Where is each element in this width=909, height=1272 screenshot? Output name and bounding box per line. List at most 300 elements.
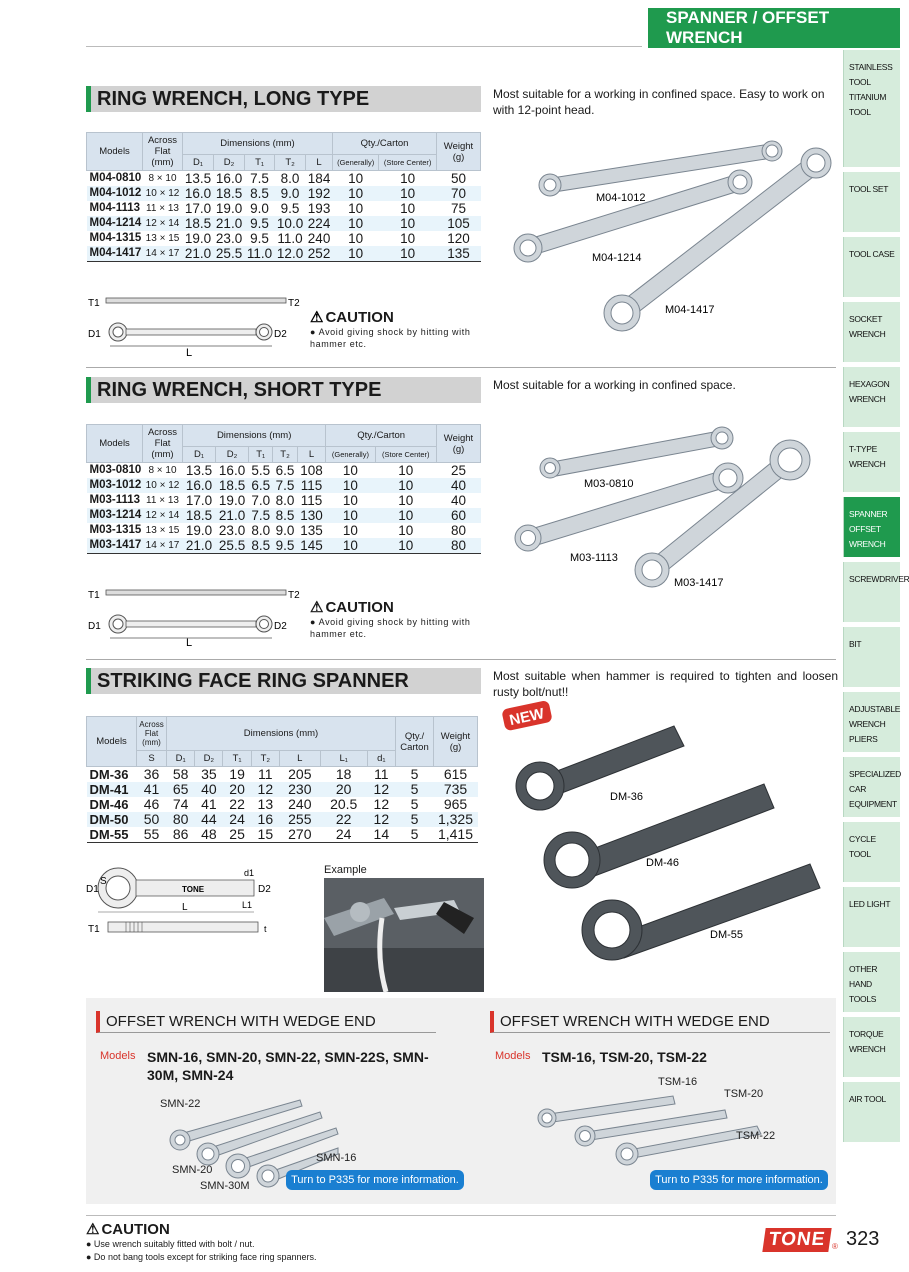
table-cell: 23.0 bbox=[218, 523, 246, 538]
table-cell: 17.0 bbox=[185, 493, 213, 508]
offset-left-label-2: SMN-16 bbox=[316, 1152, 357, 1164]
table-cell: 11 bbox=[258, 766, 273, 782]
table-cell: 75 bbox=[450, 201, 467, 216]
footer-caution-line-2: ● Do not bang tools except for striking face ring spanners. bbox=[86, 1252, 317, 1262]
sidebar-tab-spanner[interactable]: SPANNER OFFSET WRENCH bbox=[843, 497, 900, 557]
table-cell: 40 bbox=[437, 478, 481, 493]
table-cell: 120 bbox=[447, 231, 470, 246]
image-label-3: M04-1417 bbox=[665, 304, 715, 316]
new-badge: NEW bbox=[507, 705, 546, 730]
category-sidebar bbox=[843, 50, 909, 1147]
table-cell: 22 bbox=[229, 796, 245, 812]
table-row bbox=[87, 246, 481, 262]
table-cell: 19.0 bbox=[215, 201, 243, 216]
table-cell: 130 bbox=[297, 508, 326, 523]
section-banner: SPANNER / OFFSET WRENCH bbox=[648, 8, 900, 48]
divider-2 bbox=[86, 659, 836, 660]
table-cell: 10 bbox=[333, 216, 379, 231]
table-cell: 10 bbox=[398, 493, 414, 508]
model-cell: DM-46 bbox=[89, 797, 129, 812]
table-cell: 40 bbox=[450, 493, 467, 508]
page-number: 323 bbox=[846, 1228, 880, 1250]
caution-title: CAUTION bbox=[325, 598, 394, 616]
table-cell: 10 bbox=[342, 523, 358, 538]
caution-title: CAUTION bbox=[325, 308, 394, 326]
model-cell: DM-41 bbox=[87, 782, 137, 797]
table-cell: 13 bbox=[257, 796, 274, 812]
col-d2: D₂ bbox=[195, 751, 223, 767]
table-cell: 41 bbox=[137, 782, 167, 797]
table-row bbox=[87, 508, 481, 523]
spec-table-striking bbox=[86, 716, 478, 843]
image-label-3: DM-55 bbox=[710, 929, 744, 941]
table-cell: 12 bbox=[367, 812, 395, 827]
col-t2: T₂ bbox=[251, 751, 279, 767]
table-cell: 9.5 bbox=[273, 538, 297, 554]
dim-label-l: L bbox=[186, 347, 193, 359]
dim-label-t1: T1 bbox=[88, 298, 100, 309]
table-cell: 7.5 bbox=[273, 478, 297, 493]
table-cell: 735 bbox=[434, 782, 478, 797]
model-cell: DM-50 bbox=[87, 812, 137, 827]
warning-icon: ⚠ bbox=[310, 599, 324, 616]
table-cell: 15 bbox=[251, 827, 279, 843]
table-cell: 10 bbox=[400, 201, 416, 216]
dim-label-t1: T1 bbox=[88, 590, 100, 601]
table-cell: 65 bbox=[167, 782, 195, 797]
table-cell: 20 bbox=[320, 782, 367, 797]
table-row bbox=[87, 171, 481, 187]
dimension-diagram-long bbox=[86, 292, 301, 359]
table-cell: 11 × 13 bbox=[146, 203, 179, 214]
table-row bbox=[87, 827, 478, 843]
table-row bbox=[87, 463, 481, 479]
table-row bbox=[87, 216, 481, 231]
table-cell: 13 × 15 bbox=[145, 525, 180, 536]
table-cell: 11 × 13 bbox=[146, 495, 179, 506]
offset-right-label-2: TSM-20 bbox=[724, 1088, 764, 1100]
dimension-diagram-short bbox=[86, 584, 301, 648]
table-cell: 35 bbox=[201, 766, 217, 782]
table-cell: 8.5 bbox=[245, 186, 275, 201]
table-cell: 10 × 12 bbox=[143, 186, 183, 201]
table-cell: 135 bbox=[437, 246, 481, 262]
table-cell: 9.5 bbox=[245, 216, 275, 231]
left-more-info-button[interactable]: Turn to P335 for more information. bbox=[286, 1170, 464, 1190]
table-cell: 19.0 bbox=[184, 231, 212, 246]
registered-mark: ® bbox=[832, 1242, 838, 1251]
offset-right-block bbox=[490, 1011, 830, 1033]
table-cell: 1,325 bbox=[434, 812, 478, 827]
caution-text: ● Avoid giving shock by hitting with hammer etc. bbox=[310, 617, 471, 639]
offset-left-models-label: Models bbox=[100, 1050, 136, 1062]
model-cell: M04-1113 bbox=[89, 202, 141, 214]
table-cell: 21.0 bbox=[183, 246, 214, 262]
col-dimensions: Dimensions (mm) bbox=[183, 425, 326, 447]
table-cell: 10 bbox=[342, 493, 358, 508]
col-qty: Qty./Carton bbox=[326, 425, 437, 447]
top-divider bbox=[86, 46, 642, 47]
section-title-striking: STRIKING FACE RING SPANNER bbox=[86, 668, 481, 694]
table-row bbox=[87, 478, 481, 493]
table-cell: 240 bbox=[307, 231, 331, 246]
table-cell: 48 bbox=[195, 827, 223, 843]
footer-caution-line-1: ● Use wrench suitably fitted with bolt / nut. bbox=[86, 1239, 255, 1249]
table-cell: 10 bbox=[375, 508, 436, 523]
col-generally: (Generally) bbox=[333, 155, 379, 171]
col-l: L bbox=[279, 751, 320, 767]
table-cell: 60 bbox=[437, 508, 481, 523]
table-cell: 8.0 bbox=[251, 523, 271, 538]
table-cell: 25 bbox=[223, 827, 251, 843]
example-label: Example bbox=[324, 864, 367, 876]
col-models: Models bbox=[87, 717, 137, 767]
table-cell: 24 bbox=[223, 812, 251, 827]
table-cell: 240 bbox=[288, 796, 312, 812]
model-cell: M03-1417 bbox=[87, 538, 143, 554]
col-models: Models bbox=[87, 425, 143, 463]
table-cell: 18.5 bbox=[216, 478, 249, 493]
table-cell: 10 bbox=[342, 463, 358, 478]
col-l1: L₁ bbox=[320, 751, 367, 767]
product-image-striking bbox=[494, 700, 834, 960]
table-cell: 25.5 bbox=[214, 246, 245, 262]
table-cell: 10 bbox=[333, 186, 379, 201]
footer-caution bbox=[86, 1220, 317, 1264]
table-cell: 135 bbox=[300, 523, 323, 538]
table-cell: 615 bbox=[443, 766, 468, 782]
footer-caution-title: CAUTION bbox=[101, 1220, 170, 1238]
col-small-d1: d₁ bbox=[367, 751, 395, 767]
caution-text: ● Avoid giving shock by hitting with hammer etc. bbox=[310, 327, 471, 349]
table-row bbox=[87, 782, 478, 797]
table-cell: 9.0 bbox=[275, 186, 306, 201]
col-l: L bbox=[306, 155, 333, 171]
table-row bbox=[87, 186, 481, 201]
model-cell: M04-1012 bbox=[87, 186, 143, 201]
warning-icon: ⚠ bbox=[310, 309, 324, 326]
table-cell: 21.0 bbox=[214, 216, 245, 231]
image-label-1: M03-0810 bbox=[584, 478, 634, 490]
table-cell: 5 bbox=[410, 796, 419, 812]
table-cell: 224 bbox=[306, 216, 333, 231]
table-cell: 10 bbox=[400, 231, 416, 246]
table-cell: 80 bbox=[167, 812, 195, 827]
sidebar-tab-hexagon[interactable]: HEXAGON WRENCH bbox=[843, 367, 900, 427]
table-cell: 5 bbox=[396, 812, 434, 827]
table-cell: 184 bbox=[307, 171, 331, 186]
table-cell: 10 bbox=[348, 231, 364, 246]
table-cell: 55 bbox=[137, 827, 167, 843]
col-weight: Weight (g) bbox=[434, 717, 478, 767]
table-cell: 12.0 bbox=[275, 246, 306, 262]
table-cell: 24 bbox=[320, 827, 367, 843]
table-row bbox=[87, 797, 478, 812]
table-cell: 8.0 bbox=[280, 171, 300, 186]
table-cell: 12 bbox=[367, 782, 395, 797]
col-t2: T₂ bbox=[273, 447, 297, 463]
table-cell: 8.0 bbox=[275, 493, 295, 508]
table-cell: 12 × 14 bbox=[143, 216, 183, 231]
offset-right-models-label: Models bbox=[495, 1050, 531, 1062]
table-cell: 6.5 bbox=[249, 478, 273, 493]
table-row bbox=[87, 767, 478, 783]
table-cell: 25 bbox=[450, 463, 467, 478]
col-weight: Weight (g) bbox=[437, 425, 481, 463]
table-cell: 7.5 bbox=[249, 508, 273, 523]
dim-label-t: t bbox=[264, 924, 267, 934]
table-cell: 44 bbox=[195, 812, 223, 827]
col-across-flat: Across Flat (mm) bbox=[143, 425, 183, 463]
table-cell: 105 bbox=[437, 216, 481, 231]
table-cell: 8.5 bbox=[273, 508, 297, 523]
table-cell: 21.0 bbox=[183, 538, 216, 554]
table-cell: 13.5 bbox=[185, 463, 213, 478]
dim-label-l1: L1 bbox=[242, 900, 253, 910]
table-cell: 17.0 bbox=[184, 201, 212, 216]
col-across-flat: Across Flat (mm) bbox=[143, 133, 183, 171]
section-title-long-type: RING WRENCH, LONG TYPE bbox=[86, 86, 481, 112]
image-label-2: DM-46 bbox=[646, 857, 680, 869]
table-cell: 10 bbox=[326, 508, 375, 523]
model-cell: M04-0810 bbox=[89, 172, 142, 184]
model-cell: M04-1214 bbox=[87, 216, 143, 231]
table-cell: 205 bbox=[288, 766, 312, 782]
table-cell: 9.5 bbox=[250, 231, 269, 246]
table-cell: 18.5 bbox=[183, 216, 214, 231]
col-t1: T₁ bbox=[223, 751, 251, 767]
spec-table-long-type bbox=[86, 132, 481, 262]
col-weight: Weight (g) bbox=[437, 133, 481, 171]
dim-label-t2: T2 bbox=[288, 298, 300, 309]
col-dimensions: Dimensions (mm) bbox=[167, 717, 396, 751]
col-across-flat: Across Flat (mm) bbox=[137, 717, 167, 751]
table-row bbox=[87, 201, 481, 216]
sidebar-tab-screwdriver[interactable]: SCREWDRIVER bbox=[843, 562, 900, 622]
table-cell: 80 bbox=[450, 523, 467, 538]
table-cell: 108 bbox=[300, 463, 323, 478]
model-cell: M03-1113 bbox=[89, 494, 141, 506]
sidebar-tab-bit[interactable]: BIT bbox=[843, 627, 900, 687]
table-cell: 145 bbox=[297, 538, 326, 554]
right-more-info-button[interactable]: Turn to P335 for more information. bbox=[650, 1170, 828, 1190]
sidebar-tab-tool-case[interactable]: TOOL CASE bbox=[843, 237, 900, 297]
table-cell: 14 × 17 bbox=[143, 538, 183, 554]
sidebar-tab-car-equipment[interactable]: SPECIALIZED CAR EQUIPMENT bbox=[843, 757, 900, 817]
table-cell: 22 bbox=[320, 812, 367, 827]
model-cell: M03-1214 bbox=[87, 508, 143, 523]
model-cell: M04-1315 bbox=[89, 232, 142, 244]
footer-divider bbox=[86, 1215, 836, 1216]
table-cell: 10 bbox=[326, 538, 375, 554]
sidebar-tab-air-tool[interactable]: AIR TOOL bbox=[843, 1082, 900, 1142]
table-cell: 10 bbox=[379, 186, 437, 201]
table-cell: 10 bbox=[375, 538, 436, 554]
table-cell: 25.5 bbox=[216, 538, 249, 554]
table-cell: 1,415 bbox=[434, 827, 478, 843]
table-cell: 58 bbox=[172, 766, 189, 782]
sidebar-tab-tool-set[interactable]: TOOL SET bbox=[843, 172, 900, 232]
table-cell: 9.5 bbox=[280, 201, 300, 216]
image-label-2: M04-1214 bbox=[592, 252, 642, 264]
col-d1: D₁ bbox=[183, 447, 216, 463]
table-cell: 86 bbox=[167, 827, 195, 843]
tone-logo: TONE bbox=[762, 1228, 831, 1252]
table-cell: 10 bbox=[398, 463, 414, 478]
table-cell: 40 bbox=[195, 782, 223, 797]
dim-label-s: S bbox=[100, 876, 107, 887]
table-cell: 7.5 bbox=[250, 171, 269, 186]
table-cell: 14 × 17 bbox=[143, 246, 183, 262]
sidebar-tab-torque[interactable]: TORQUE WRENCH bbox=[843, 1017, 900, 1077]
table-cell: 46 bbox=[143, 796, 160, 812]
model-cell: M04-1417 bbox=[87, 246, 143, 262]
table-cell: 19.0 bbox=[185, 523, 213, 538]
col-generally: (Generally) bbox=[326, 447, 375, 463]
model-cell: DM-36 bbox=[89, 767, 129, 782]
table-cell: 7.0 bbox=[251, 493, 271, 508]
dim-label-d1: D1 bbox=[86, 884, 99, 895]
table-cell: 10 bbox=[326, 478, 375, 493]
section-desc-short-type: Most suitable for a working in confined space. bbox=[493, 378, 736, 392]
example-photo bbox=[324, 878, 484, 992]
table-cell: 10 bbox=[375, 478, 436, 493]
table-cell: 5 bbox=[396, 827, 434, 843]
table-cell: 16.0 bbox=[218, 463, 246, 478]
dim-label-d2: D2 bbox=[258, 884, 271, 895]
offset-right-label-1: TSM-16 bbox=[658, 1076, 698, 1088]
table-cell: 20.5 bbox=[330, 796, 358, 812]
table-cell: 10 bbox=[400, 171, 416, 186]
table-cell: 70 bbox=[437, 186, 481, 201]
col-dimensions: Dimensions (mm) bbox=[183, 133, 333, 155]
table-cell: 5 bbox=[396, 782, 434, 797]
dimension-diagram-striking bbox=[86, 862, 311, 942]
table-cell: 18.5 bbox=[214, 186, 245, 201]
table-cell: 19 bbox=[229, 766, 245, 782]
table-cell: 10.0 bbox=[275, 216, 306, 231]
table-cell: 10 bbox=[348, 171, 364, 186]
dim-label-t1: T1 bbox=[88, 924, 100, 935]
col-models: Models bbox=[87, 133, 143, 171]
dim-label-small-d1: d1 bbox=[244, 868, 255, 878]
table-cell: 11 bbox=[374, 766, 389, 782]
spec-table-short-type bbox=[86, 424, 481, 554]
col-store-center: (Store Center) bbox=[379, 155, 437, 171]
table-cell: 193 bbox=[307, 201, 331, 216]
table-cell: 252 bbox=[306, 246, 333, 262]
table-cell: 74 bbox=[172, 796, 189, 812]
table-cell: 14 bbox=[367, 827, 395, 843]
sidebar-tab-adjustable[interactable]: ADJUSTABLE WRENCH PLIERS bbox=[843, 692, 900, 752]
table-cell: 10 bbox=[333, 246, 379, 262]
section-desc-long-type: Most suitable for a working in confined space. Easy to work on with 12-point head. bbox=[493, 87, 825, 117]
table-row bbox=[87, 231, 481, 246]
col-d1: D₁ bbox=[183, 155, 214, 171]
table-cell: 36 bbox=[143, 766, 160, 782]
model-cell: M03-1315 bbox=[89, 524, 142, 536]
table-cell: 80 bbox=[437, 538, 481, 554]
table-cell: 16.0 bbox=[183, 186, 214, 201]
table-cell: 255 bbox=[279, 812, 320, 827]
table-cell: 230 bbox=[279, 782, 320, 797]
table-cell: 19.0 bbox=[218, 493, 246, 508]
table-cell: 8 × 10 bbox=[148, 173, 177, 184]
image-label-1: DM-36 bbox=[610, 791, 644, 803]
table-cell: 10 bbox=[348, 201, 364, 216]
section-title-short-type: RING WRENCH, SHORT TYPE bbox=[86, 377, 481, 403]
dim-label-t2: T2 bbox=[288, 590, 300, 601]
table-cell: 965 bbox=[443, 796, 468, 812]
dim-label-d1: D1 bbox=[88, 329, 101, 340]
table-cell: 270 bbox=[279, 827, 320, 843]
dim-label-l: L bbox=[186, 637, 193, 649]
dim-label-d2: D2 bbox=[274, 621, 287, 632]
dim-label-d1: D1 bbox=[88, 621, 101, 632]
sidebar-tab-stainless[interactable]: STAINLESS TOOL TITANIUM TOOL bbox=[843, 50, 900, 167]
col-t1: T₁ bbox=[245, 155, 275, 171]
table-cell: 8 × 10 bbox=[148, 465, 177, 476]
col-t1: T₁ bbox=[249, 447, 273, 463]
table-cell: 16.0 bbox=[183, 478, 216, 493]
sidebar-tab-socket[interactable]: SOCKET WRENCH bbox=[843, 302, 900, 362]
table-cell: 10 bbox=[379, 216, 437, 231]
offset-left-label-3: SMN-20 bbox=[172, 1164, 213, 1176]
table-cell: 9.0 bbox=[250, 201, 269, 216]
table-row bbox=[87, 812, 478, 827]
table-row bbox=[87, 493, 481, 508]
sidebar-tab-led-light[interactable]: LED LIGHT bbox=[843, 887, 900, 947]
image-label-1: M04-1012 bbox=[596, 192, 646, 204]
col-s: S bbox=[137, 751, 167, 767]
divider-1 bbox=[86, 367, 836, 368]
table-cell: 10 bbox=[379, 246, 437, 262]
col-l: L bbox=[297, 447, 326, 463]
table-cell: 11.0 bbox=[277, 231, 303, 246]
caution-box-short bbox=[310, 598, 485, 640]
sidebar-tab-cycle-tool[interactable]: CYCLE TOOL bbox=[843, 822, 900, 882]
table-cell: 115 bbox=[300, 493, 323, 508]
image-label-3: M03-1417 bbox=[674, 577, 724, 589]
col-store-center: (Store Center) bbox=[375, 447, 436, 463]
table-row bbox=[87, 523, 481, 538]
table-cell: 10 bbox=[398, 523, 414, 538]
table-cell: 18.5 bbox=[183, 508, 216, 523]
offset-right-models: TSM-16, TSM-20, TSM-22 bbox=[542, 1049, 707, 1065]
offset-left-label-1: SMN-22 bbox=[160, 1098, 201, 1110]
sidebar-tab-other-hand-tools[interactable]: OTHER HAND TOOLS bbox=[843, 952, 900, 1012]
model-cell: DM-55 bbox=[87, 827, 137, 843]
table-cell: 13 × 15 bbox=[145, 233, 180, 244]
col-qty: Qty./ Carton bbox=[396, 717, 434, 767]
table-cell: 23.0 bbox=[215, 231, 243, 246]
sidebar-tab-t-type[interactable]: T-TYPE WRENCH bbox=[843, 432, 900, 492]
section-desc-striking: Most suitable when hammer is required to tighten and loosen rusty bolt/nut!! bbox=[493, 669, 838, 699]
table-cell: 12 × 14 bbox=[143, 508, 183, 523]
table-cell: 16.0 bbox=[215, 171, 243, 186]
table-cell: 10 × 12 bbox=[143, 478, 183, 493]
table-cell: 115 bbox=[297, 478, 326, 493]
table-cell: 50 bbox=[450, 171, 467, 186]
offset-left-block bbox=[96, 1011, 436, 1033]
offset-right-label-3: TSM-22 bbox=[736, 1130, 776, 1142]
product-image-long-type bbox=[520, 130, 840, 345]
offset-left-title: OFFSET WRENCH WITH WEDGE END bbox=[96, 1011, 436, 1033]
caution-box-long bbox=[310, 308, 485, 350]
offset-left-label-4: SMN-30M bbox=[200, 1180, 250, 1192]
table-cell: 16 bbox=[251, 812, 279, 827]
offset-left-models: SMN-16, SMN-20, SMN-22, SMN-22S, SMN-30M, SMN-24 bbox=[147, 1049, 429, 1083]
